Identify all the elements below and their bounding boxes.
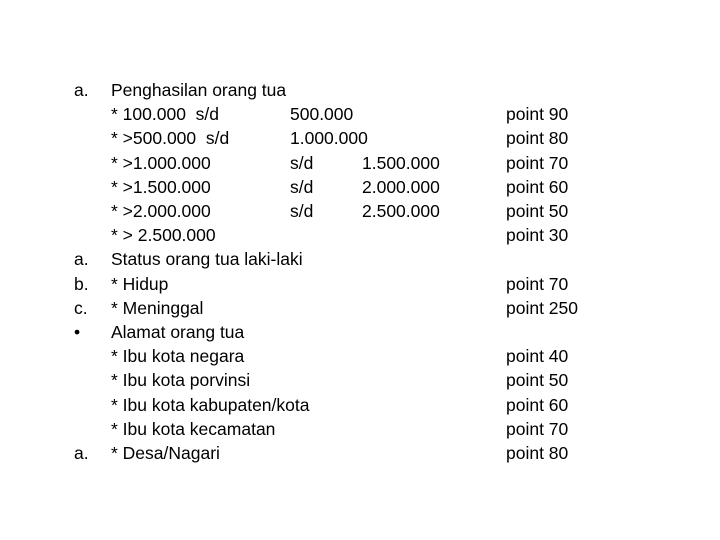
- item-label: * Ibu kota kecamatan: [111, 418, 276, 439]
- list-marker: c.: [74, 297, 88, 318]
- document-line: [0, 78, 720, 102]
- range-sd: s/d: [290, 201, 314, 221]
- document-line: [0, 272, 720, 296]
- range-upper-right: 2.000.000: [362, 176, 440, 197]
- item-label: Penghasilan orang tua: [111, 80, 287, 100]
- item-label: * 100.000 s/d: [111, 104, 219, 125]
- point-value: point 50: [506, 201, 569, 221]
- item-label: * Ibu kota negara: [111, 346, 245, 367]
- range-upper-right: 1.500.000: [362, 152, 440, 173]
- range-upper: 1.000.000: [290, 128, 368, 149]
- list-marker: b.: [74, 273, 89, 294]
- document-line: [0, 247, 720, 271]
- point-value: point 80: [506, 128, 569, 149]
- point-value: point 30: [506, 225, 569, 246]
- item-label: Alamat orang tua: [111, 322, 245, 342]
- document-line: [0, 126, 720, 150]
- range-upper-right: 2.500.000: [362, 201, 440, 221]
- point-value: point 70: [506, 418, 569, 439]
- document-line: [0, 199, 720, 223]
- list-marker: •: [74, 322, 81, 342]
- document-line: [0, 417, 720, 441]
- range-sd: s/d: [290, 176, 314, 197]
- range-sd: s/d: [290, 152, 314, 173]
- point-value: point 40: [506, 346, 569, 367]
- item-label: * Ibu kota porvinsi: [111, 370, 251, 391]
- item-label: * Desa/Nagari: [111, 443, 220, 463]
- document-line: [0, 296, 720, 320]
- point-value: point 250: [506, 297, 579, 318]
- item-label: * >2.000.000: [111, 201, 211, 221]
- document-line: [0, 393, 720, 417]
- range-upper: 500.000: [290, 104, 354, 125]
- document-line: [0, 102, 720, 126]
- point-value: point 60: [506, 394, 569, 415]
- list-marker: a.: [74, 249, 89, 270]
- point-value: point 70: [506, 273, 569, 294]
- list-marker: a.: [74, 443, 89, 463]
- item-label: * Hidup: [111, 273, 169, 294]
- document-line: [0, 441, 720, 465]
- item-label: Status orang tua laki-laki: [111, 249, 303, 270]
- list-marker: a.: [74, 80, 89, 100]
- item-label: * >500.000 s/d: [111, 128, 230, 149]
- item-label: * Ibu kota kabupaten/kota: [111, 394, 310, 415]
- point-value: point 60: [506, 176, 569, 197]
- document-line: [0, 175, 720, 199]
- document-line: [0, 151, 720, 175]
- item-label: * >1.500.000: [111, 176, 211, 197]
- item-label: * Meninggal: [111, 297, 204, 318]
- point-value: point 90: [506, 104, 569, 125]
- point-value: point 50: [506, 370, 569, 391]
- point-value: point 80: [506, 443, 569, 463]
- document-line: [0, 223, 720, 247]
- item-label: * >1.000.000: [111, 152, 211, 173]
- point-value: point 70: [506, 152, 569, 173]
- document-line: [0, 368, 720, 392]
- item-label: * > 2.500.000: [111, 225, 216, 246]
- document-line: [0, 320, 720, 344]
- document-line: [0, 344, 720, 368]
